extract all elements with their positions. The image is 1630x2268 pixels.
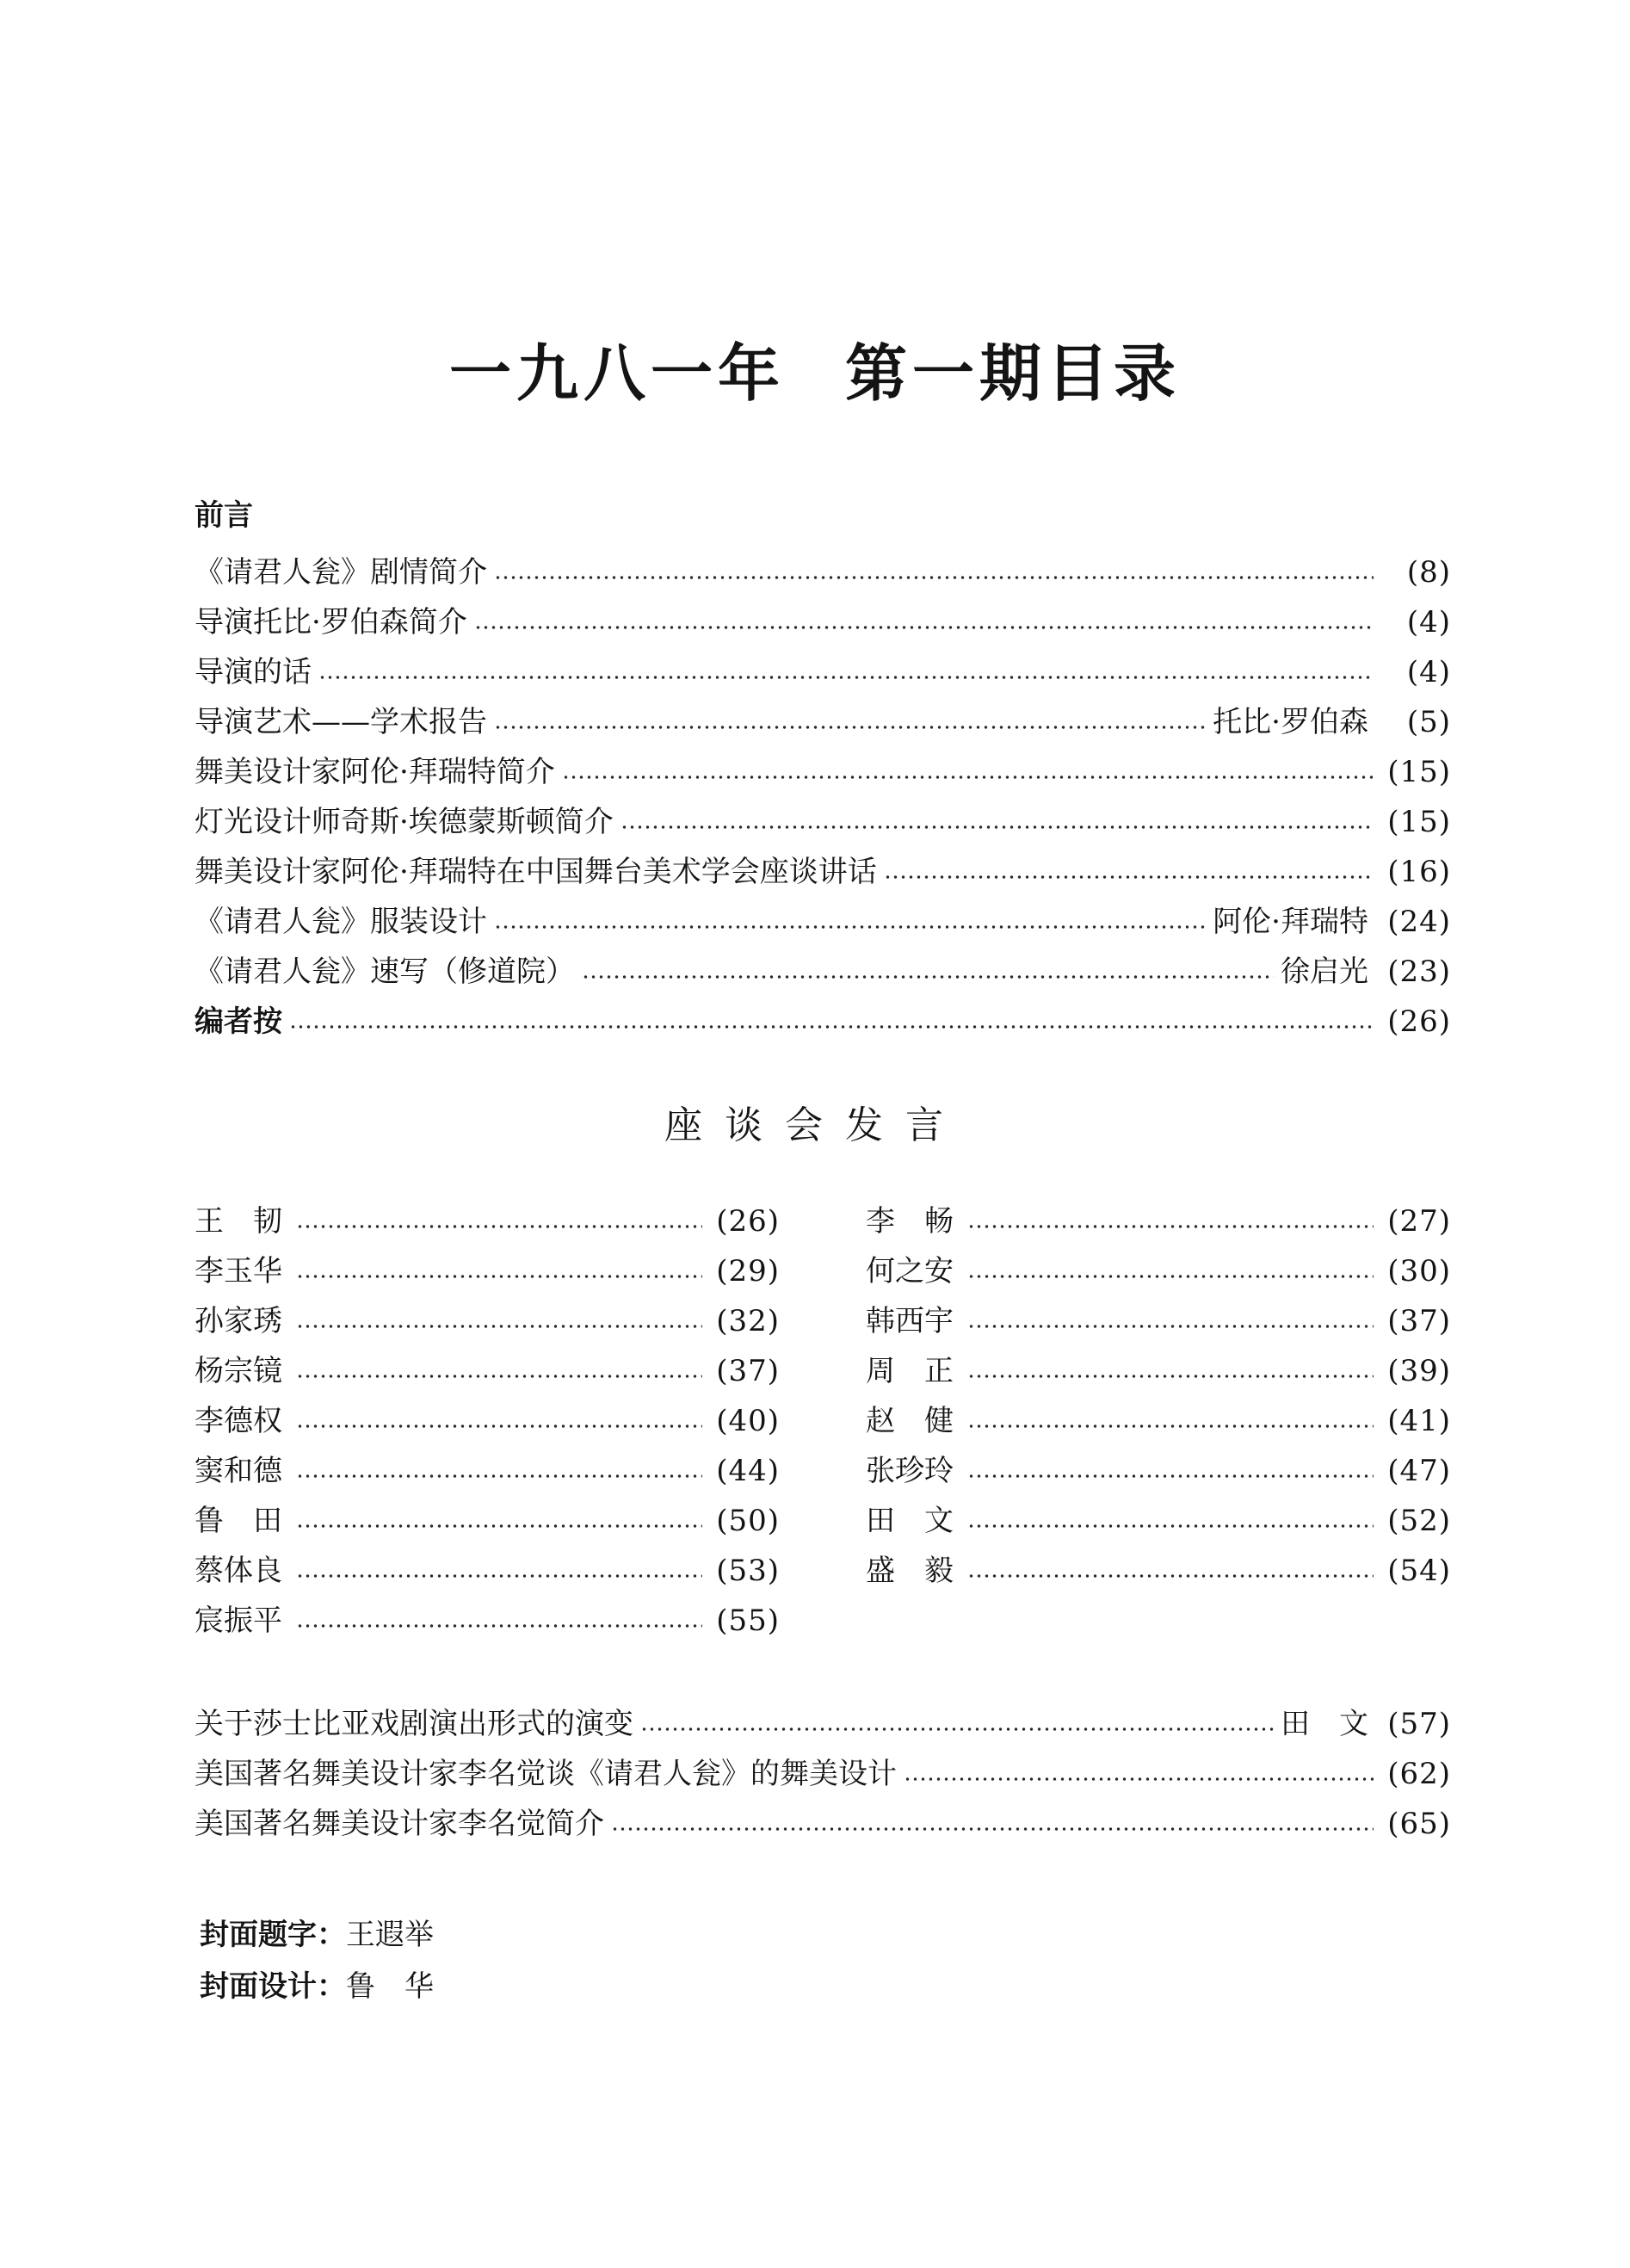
speaker-page: (53): [716, 1554, 780, 1588]
toc-title: 导演的话: [194, 655, 312, 689]
speaker-row: [194, 1296, 780, 1346]
dot-leader: [967, 1325, 1374, 1328]
dot-leader: [296, 1424, 702, 1428]
speaker-name: 宸振平: [194, 1604, 282, 1638]
toc-title: 《请君人瓮》服装设计: [194, 905, 487, 939]
speakers-left-column: [194, 1196, 780, 1646]
speaker-name: 盛 毅: [866, 1554, 954, 1588]
toc-page: (5): [1406, 705, 1451, 739]
toc-page: (24): [1387, 905, 1451, 939]
title-issue: 第一期目录: [845, 337, 1182, 410]
forum-heading: 座谈会发言: [664, 1103, 966, 1147]
speaker-row: [194, 1346, 780, 1396]
speaker-row: [866, 1246, 1451, 1296]
toc-title: 舞美设计家阿伦·拜瑞特简介: [194, 755, 555, 789]
speaker-page: (30): [1387, 1254, 1451, 1288]
dot-leader: [640, 1727, 1274, 1731]
speaker-page: (37): [716, 1354, 780, 1388]
toc-title: 《请君人瓮》剧情简介: [194, 555, 487, 590]
speakers-list: [194, 1196, 1451, 1646]
toc-row: [194, 897, 1451, 947]
dot-leader: [967, 1275, 1374, 1278]
speakers-right-column: [866, 1196, 1451, 1646]
toc-title: 关于莎士比亚戏剧演出形式的演变: [194, 1707, 633, 1741]
dot-leader: [494, 925, 1206, 929]
toc-page: (4): [1406, 655, 1451, 689]
dot-leader: [562, 776, 1374, 779]
speaker-page: (47): [1387, 1454, 1451, 1488]
speaker-row: [866, 1496, 1451, 1546]
toc-page: (4): [1406, 605, 1451, 640]
speaker-page: (52): [1387, 1504, 1451, 1538]
cover-credits: [200, 1909, 434, 2012]
speaker-page: (40): [716, 1404, 780, 1438]
speaker-row: [194, 1546, 780, 1596]
toc-title: 导演托比·罗伯森简介: [194, 605, 467, 640]
speaker-row: [866, 1446, 1451, 1496]
dot-leader: [296, 1275, 702, 1278]
toc-author: 田 文: [1281, 1707, 1368, 1741]
toc-row: [194, 797, 1451, 847]
dot-leader: [494, 726, 1206, 729]
dot-leader: [296, 1574, 702, 1578]
page-title: [0, 337, 1630, 410]
speaker-page: (44): [716, 1454, 780, 1488]
speaker-name: 李玉华: [194, 1254, 282, 1288]
dot-leader: [611, 1827, 1374, 1831]
dot-leader: [904, 1777, 1374, 1781]
speaker-page: (29): [716, 1254, 780, 1288]
speaker-page: (26): [716, 1204, 780, 1239]
toc-row: [194, 847, 1451, 897]
speaker-name: 何之安: [866, 1254, 954, 1288]
speaker-row: [194, 1446, 780, 1496]
toc-title: 灯光设计师奇斯·埃德蒙斯顿简介: [194, 805, 614, 839]
dot-leader: [296, 1375, 702, 1378]
speaker-page: (50): [716, 1504, 780, 1538]
speaker-name: 韩西宇: [866, 1304, 954, 1338]
speaker-row: [194, 1596, 780, 1646]
speaker-name: 鲁 田: [194, 1504, 282, 1538]
credit-value: 王遐举: [346, 1918, 434, 1952]
toc-row: [194, 597, 1451, 647]
speaker-name: 张珍玲: [866, 1454, 954, 1488]
speaker-name: 蔡体良: [194, 1554, 282, 1588]
dot-leader: [967, 1574, 1374, 1578]
credit-label: 封面设计：: [200, 1969, 346, 2004]
dot-leader: [967, 1375, 1374, 1378]
toc-row: [194, 647, 1451, 697]
speaker-page: (32): [716, 1304, 780, 1338]
toc-row: [194, 1749, 1451, 1799]
toc-page: (62): [1387, 1757, 1451, 1791]
dot-leader: [296, 1524, 702, 1528]
toc-author: 托比·罗伯森: [1213, 705, 1368, 739]
table-of-contents: [194, 547, 1451, 1047]
toc-title: 美国著名舞美设计家李名觉简介: [194, 1807, 604, 1841]
credit-line: [200, 1961, 434, 2012]
dot-leader: [884, 875, 1374, 879]
toc-row: [194, 1799, 1451, 1849]
speaker-page: (39): [1387, 1354, 1451, 1388]
speaker-name: 窦和德: [194, 1454, 282, 1488]
toc-row: [194, 1699, 1451, 1749]
speaker-row: [866, 1346, 1451, 1396]
preface-heading: 前言: [194, 498, 253, 533]
dot-leader: [318, 676, 1374, 679]
toc-page: (57): [1387, 1707, 1451, 1741]
toc-row: [194, 947, 1451, 997]
speaker-page: (37): [1387, 1304, 1451, 1338]
toc-page: (15): [1387, 805, 1451, 839]
speaker-row: [194, 1246, 780, 1296]
speaker-row: [866, 1546, 1451, 1596]
dot-leader: [967, 1225, 1374, 1228]
speaker-row: [866, 1396, 1451, 1446]
speaker-row: [866, 1196, 1451, 1246]
toc-page: (15): [1387, 755, 1451, 789]
speaker-row: [194, 1196, 780, 1246]
toc-page: (65): [1387, 1807, 1451, 1841]
speaker-row: [866, 1296, 1451, 1346]
speaker-name: 赵 健: [866, 1404, 954, 1438]
toc-author: 徐启光: [1281, 955, 1368, 989]
speaker-row: [194, 1396, 780, 1446]
dot-leader: [967, 1474, 1374, 1478]
dot-leader: [967, 1424, 1374, 1428]
dot-leader: [582, 975, 1274, 979]
speaker-page: (55): [716, 1604, 780, 1638]
speaker-name: 杨宗镜: [194, 1354, 282, 1388]
toc-page: (16): [1387, 855, 1451, 889]
dot-leader: [296, 1624, 702, 1628]
credit-line: [200, 1909, 434, 1961]
speaker-page: (27): [1387, 1204, 1451, 1239]
speaker-name: 田 文: [866, 1504, 954, 1538]
dot-leader: [494, 576, 1374, 579]
toc-page: (23): [1387, 955, 1451, 989]
dot-leader: [296, 1474, 702, 1478]
speaker-page: (41): [1387, 1404, 1451, 1438]
toc-row: [194, 697, 1451, 747]
speaker-name: 周 正: [866, 1354, 954, 1388]
toc-page: (26): [1387, 1004, 1451, 1039]
toc-page: (8): [1406, 555, 1451, 590]
dot-leader: [474, 626, 1374, 629]
speaker-name: 李 畅: [866, 1204, 954, 1239]
toc-row: [194, 747, 1451, 797]
dot-leader: [289, 1025, 1374, 1029]
speaker-name: 孙家琇: [194, 1304, 282, 1338]
toc-author: 阿伦·拜瑞特: [1213, 905, 1368, 939]
toc-row: [194, 997, 1451, 1047]
dot-leader: [296, 1225, 702, 1228]
speaker-name: 李德权: [194, 1404, 282, 1438]
toc-title: 《请君人瓮》速写（修道院）: [194, 955, 575, 989]
dot-leader: [967, 1524, 1374, 1528]
speaker-page: (54): [1387, 1554, 1451, 1588]
dot-leader: [296, 1325, 702, 1328]
speaker-name: 王 韧: [194, 1204, 282, 1239]
credit-value: 鲁 华: [346, 1969, 434, 2004]
toc-title: 美国著名舞美设计家李名觉谈《请君人瓮》的舞美设计: [194, 1757, 897, 1791]
credit-label: 封面题字：: [200, 1918, 346, 1952]
title-year: 一九八一年: [448, 337, 785, 410]
toc-row: [194, 547, 1451, 597]
toc-title: 舞美设计家阿伦·拜瑞特在中国舞台美术学会座谈讲话: [194, 855, 877, 889]
toc-title: 导演艺术——学术报告: [194, 705, 487, 739]
speaker-row: [194, 1496, 780, 1546]
dot-leader: [621, 825, 1374, 829]
toc-title: 编者按: [194, 1004, 282, 1039]
additional-articles: [194, 1699, 1451, 1849]
